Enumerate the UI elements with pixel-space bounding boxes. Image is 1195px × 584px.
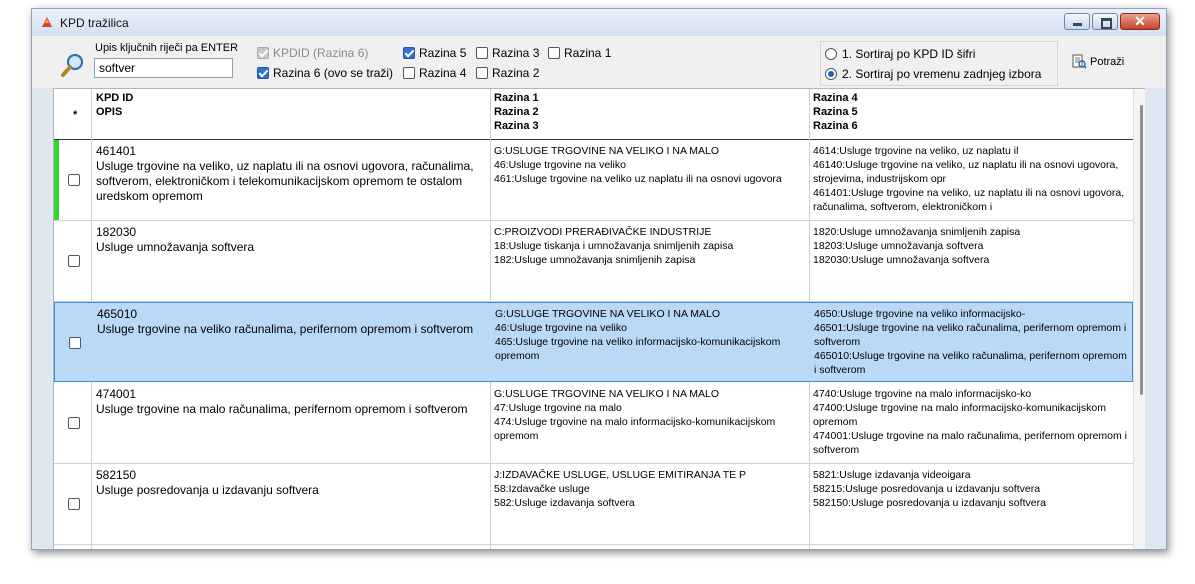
sort-by-id-radio[interactable] — [825, 47, 975, 61]
cell-levels-123 — [494, 144, 804, 186]
row-marker — [54, 140, 59, 220]
kpd-id: 182030 — [96, 225, 137, 239]
search-label: Upis ključnih riječi pa ENTER — [95, 42, 239, 54]
level4: 5821:Usluge izdavanja videoigara — [813, 469, 971, 481]
header-razina1: Razina 1 — [494, 92, 539, 104]
maximize-icon — [1101, 18, 1112, 29]
search-icon — [60, 52, 86, 78]
kpd-desc: Usluge trgovine na veliko računalima, perifernom opremom i softverom — [97, 322, 474, 336]
level6: 582150:Usluge posredovanja u izdavanju softvera — [813, 497, 1046, 509]
header-razina6: Razina 6 — [813, 120, 858, 132]
cell-id-desc — [97, 307, 487, 337]
level1: J:IZDAVAČKE USLUGE, USLUGE EMITIRANJA TE P — [494, 469, 747, 481]
level2: 46:Usluge trgovine na veliko — [494, 159, 626, 171]
header-kpd-id: KPD ID — [96, 92, 134, 104]
table-row[interactable] — [54, 383, 1133, 464]
find-document-icon — [1072, 54, 1087, 69]
minimize-icon — [1073, 23, 1082, 26]
cell-levels-123 — [495, 307, 805, 363]
sort-by-id-radio-dot[interactable] — [825, 48, 837, 60]
kpd-desc: Usluge trgovine na malo računalima, perifernom opremom i softverom — [96, 402, 468, 416]
row-checkbox[interactable] — [68, 174, 80, 186]
row-checkbox[interactable] — [68, 498, 80, 510]
toolbar — [32, 36, 1166, 88]
checkbox-razina5-box[interactable] — [403, 47, 415, 59]
window-controls — [1064, 13, 1160, 30]
kpd-id: 465010 — [97, 307, 138, 321]
header-col-levels-456[interactable] — [813, 91, 858, 133]
header-razina2: Razina 2 — [494, 106, 539, 118]
row-checkbox[interactable] — [68, 255, 80, 267]
cell-id-desc — [96, 225, 486, 255]
close-icon: ✕ — [1134, 13, 1146, 29]
header-star: * — [73, 109, 78, 121]
cell-levels-456 — [813, 387, 1131, 457]
cell-levels-456 — [814, 307, 1132, 377]
window-title: KPD tražilica — [60, 16, 129, 30]
kpd-id: 474001 — [96, 387, 137, 401]
level3: 461:Usluge trgovine na veliko uz naplatu ili na osnovi ugovora — [494, 173, 782, 185]
checkbox-razina2-label: Razina 2 — [492, 66, 540, 80]
sort-by-id-label: 1. Sortiraj po KPD ID šifri — [842, 47, 976, 61]
checkbox-razina3-box[interactable] — [476, 47, 488, 59]
results-grid — [53, 88, 1145, 550]
level1: G:USLUGE TRGOVINE NA VELIKO I NA MALO — [495, 308, 721, 320]
header-razina4: Razina 4 — [813, 92, 858, 104]
grid-header — [54, 89, 1133, 140]
table-row[interactable] — [54, 140, 1133, 221]
kpd-desc: Usluge posredovanja u izdavanju softvera — [96, 483, 319, 497]
sort-options-group — [820, 41, 1058, 86]
checkbox-razina1-label: Razina 1 — [564, 46, 612, 60]
find-button-label: Potraži — [1090, 55, 1125, 68]
level6: 182030:Usluge umnožavanja softvera — [813, 254, 990, 266]
cell-levels-456 — [813, 144, 1131, 214]
header-razina3: Razina 3 — [494, 120, 539, 132]
cell-id-desc — [96, 387, 486, 417]
level6: 465010:Usluge trgovine na veliko računalima, perifernom opremom i softverom — [814, 350, 1127, 376]
kpd-id: 582150 — [96, 468, 137, 482]
cell-levels-123 — [494, 225, 804, 267]
level5: 46501:Usluge trgovine na veliko računalima, perifernom opremom i softverom — [814, 322, 1127, 348]
scrollbar-thumb[interactable] — [1140, 105, 1143, 395]
checkbox-razina4-box[interactable] — [403, 67, 415, 79]
level5: 47400:Usluge trgovine na malo informacijsko-komunikacijskom opremom — [813, 402, 1106, 428]
level3: 465:Usluge trgovine na veliko informacijsko-komunikacijskom opremom — [495, 336, 781, 362]
level2: 58:Izdavačke usluge — [494, 483, 590, 495]
checkbox-razina5[interactable] — [403, 46, 466, 60]
checkbox-razina1[interactable] — [548, 46, 611, 60]
checkbox-razina6-box[interactable] — [257, 67, 269, 79]
level3: 582:Usluge izdavanja softvera — [494, 497, 635, 509]
search-input[interactable] — [94, 58, 233, 78]
sort-by-time-label: 2. Sortiraj po vremenu zadnjeg izbora — [842, 67, 1042, 81]
checkbox-razina4-label: Razina 4 — [419, 66, 467, 80]
cell-id-desc — [96, 468, 486, 498]
cell-levels-123 — [494, 468, 804, 510]
kpd-desc: Usluge trgovine na veliko, uz naplatu ili na osnovi ugovora, računalima, softverom, elektroničkom i telekomunikacijskom opremom te ostalom uredskom opremom — [96, 159, 474, 203]
find-button[interactable] — [1072, 54, 1124, 69]
level6: 474001:Usluge trgovine na malo računalima, perifernom opremom i softverom — [813, 430, 1127, 456]
table-row[interactable] — [54, 464, 1133, 545]
checkbox-razina6[interactable] — [257, 66, 393, 80]
checkbox-kpdid[interactable] — [257, 46, 368, 60]
cell-levels-123 — [494, 387, 804, 443]
level3: 474:Usluge trgovine na malo informacijsko-komunikacijskom opremom — [494, 416, 776, 442]
level2: 47:Usluge trgovine na malo — [494, 402, 622, 414]
checkbox-razina4[interactable] — [403, 66, 466, 80]
app-icon — [40, 15, 54, 29]
level6: 461401:Usluge trgovine na veliko, uz naplatu ili na osnovi ugovora, računalima, softverom, elektroničkom i — [813, 187, 1125, 213]
checkbox-kpdid-box[interactable] — [257, 47, 269, 59]
checkbox-razina1-box[interactable] — [548, 47, 560, 59]
kpd-search-window — [31, 8, 1167, 550]
cell-id-desc — [96, 144, 486, 204]
level4: 1820:Usluge umnožavanja snimljenih zapisa — [813, 226, 1021, 238]
checkbox-razina2[interactable] — [476, 66, 539, 80]
level4: 4614:Usluge trgovine na veliko, uz naplatu il — [813, 145, 1019, 157]
header-razina5: Razina 5 — [813, 106, 858, 118]
row-checkbox[interactable] — [69, 337, 81, 349]
level4: 4650:Usluge trgovine na veliko informacijsko- — [814, 308, 1026, 320]
checkbox-razina6-label: Razina 6 (ovo se traži) — [273, 66, 394, 80]
checkbox-razina5-label: Razina 5 — [419, 46, 467, 60]
level5: 58215:Usluge posredovanja u izdavanju softvera — [813, 483, 1041, 495]
checkbox-razina3[interactable] — [476, 46, 539, 60]
checkbox-razina2-box[interactable] — [476, 67, 488, 79]
level2: 46:Usluge trgovine na veliko — [495, 322, 627, 334]
kpd-desc: Usluge umnožavanja softvera — [96, 240, 255, 254]
sort-by-time-radio[interactable] — [825, 67, 1041, 81]
checkbox-kpdid-label: KPDID (Razina 6) — [273, 46, 369, 60]
level3: 182:Usluge umnožavanja snimljenih zapisa — [494, 254, 696, 266]
minimize-button[interactable] — [1064, 13, 1090, 30]
checkbox-razina3-label: Razina 3 — [492, 46, 540, 60]
cell-levels-456 — [813, 225, 1131, 267]
level5: 18203:Usluge umnožavanja softvera — [813, 240, 984, 252]
cell-levels-456 — [813, 468, 1131, 510]
maximize-button[interactable] — [1092, 13, 1118, 30]
sort-by-time-radio-dot[interactable] — [825, 68, 837, 80]
header-col-id-desc[interactable] — [96, 91, 133, 119]
title-bar[interactable] — [32, 9, 1166, 36]
level2: 18:Usluge tiskanja i umnožavanja snimljenih zapisa — [494, 240, 734, 252]
table-row-selected[interactable] — [54, 302, 1133, 382]
level5: 46140:Usluge trgovine na veliko, uz naplatu ili na osnovi ugovora, strojevima, industrijskom opr — [813, 159, 1119, 185]
level1: G:USLUGE TRGOVINE NA VELIKO I NA MALO — [494, 388, 720, 400]
kpd-id: 461401 — [96, 144, 137, 158]
table-row[interactable] — [54, 221, 1133, 302]
row-checkbox[interactable] — [68, 417, 80, 429]
header-opis: OPIS — [96, 106, 123, 118]
level4: 4740:Usluge trgovine na malo informacijsko-ko — [813, 388, 1032, 400]
level1: C:PROIZVODI PRERAĐIVAČKE INDUSTRIJE — [494, 226, 712, 238]
level1: G:USLUGE TRGOVINE NA VELIKO I NA MALO — [494, 145, 720, 157]
close-button[interactable] — [1120, 13, 1160, 30]
header-col-levels-123[interactable] — [494, 91, 539, 133]
vertical-scrollbar[interactable] — [1133, 89, 1145, 550]
